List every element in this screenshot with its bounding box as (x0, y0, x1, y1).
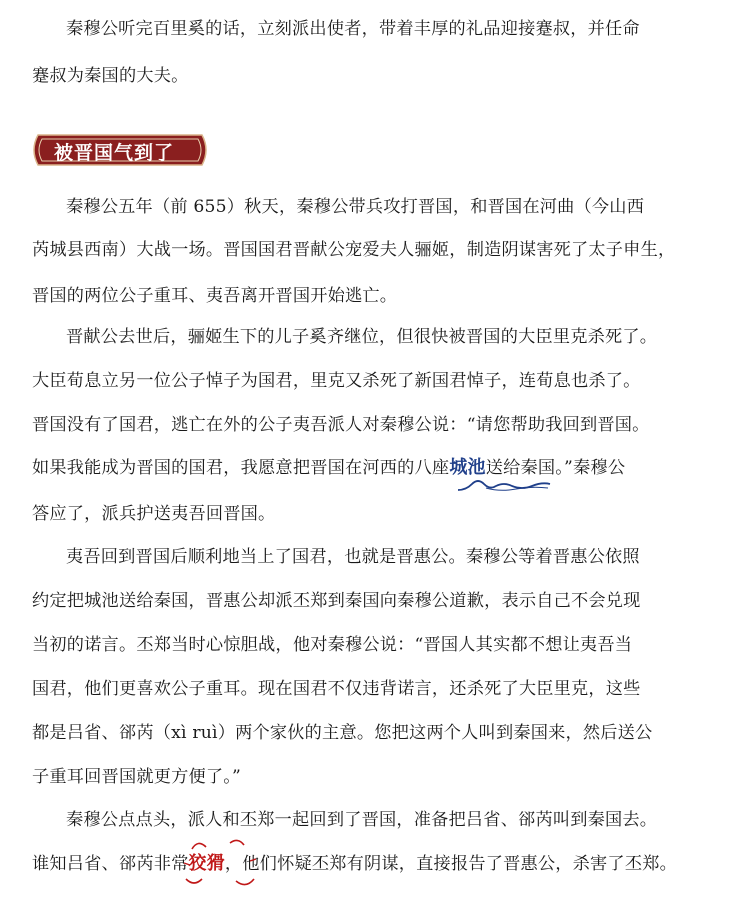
highlight-word-chengchi: 城池 (449, 457, 486, 478)
p1-line-3: 晋国的两位公子重耳、夷吾离开晋国开始逃亡。 (32, 286, 398, 306)
section-heading: 被晋国气到了 (54, 142, 175, 164)
p3-line-4: 国君，他们更喜欢公子重耳。现在国君不仅违背诺言，还杀死了大臣里克，这些 (32, 679, 641, 699)
intro-line-1: 秦穆公听完百里奚的话，立刻派出使者，带着丰厚的礼品迎接蹇叔，并任命 (66, 19, 640, 39)
p2-line-1: 晋献公去世后，骊姬生下的儿子奚齐继位，但很快被晋国的大臣里克杀死了。 (66, 327, 658, 347)
p2-line-3: 晋国没有了国君，逃亡在外的公子夷吾派人对秦穆公说：“请您帮助我回到晋国。 (32, 415, 650, 435)
p2-line-4 (32, 456, 722, 480)
section-heading-banner (28, 129, 212, 171)
p1-line-1: 秦穆公五年（前 655）秋天，秦穆公带兵攻打晋国，和晋国在河曲（今山西 (66, 197, 645, 217)
p3-line-3: 当初的诺言。丕郑当时心惊胆战，他对秦穆公说：“晋国人其实都不想让夷吾当 (32, 635, 633, 655)
p3-line-6: 子重耳回晋国就更方便了。” (32, 767, 242, 787)
highlight-word-jiaohua: 狡猾 (188, 853, 225, 874)
p4-line-2 (32, 852, 722, 876)
p2-line-2: 大臣荀息立另一位公子悼子为国君，里克又杀死了新国君悼子，连荀息也杀了。 (32, 371, 641, 391)
p1-line-2: 芮城县西南）大战一场。晋国国君晋献公宠爱夫人骊姬，制造阴谋害死了太子申生， (32, 240, 676, 260)
p4-line-2-end: ，他们怀疑丕郑有阴谋，直接报告了晋惠公，杀害了丕郑。 (224, 854, 677, 874)
p4-line-1: 秦穆公点点头，派人和丕郑一起回到了晋国，准备把吕省、郤芮叫到秦国去。 (66, 810, 658, 830)
p2-line-4-end: 送给秦国。”秦穆公 (485, 458, 626, 478)
p3-line-2: 约定把城池送给秦国，晋惠公却派丕郑到秦国向秦穆公道歉，表示自己不会兑现 (32, 591, 641, 611)
p2-line-4-start: 如果我能成为晋国的国君，我愿意把晋国在河西的八座 (32, 458, 450, 478)
wavy-underline-decoration (456, 478, 552, 494)
p3-line-1: 夷吾回到晋国后顺利地当上了国君，也就是晋惠公。秦穆公等着晋惠公依照 (66, 547, 640, 567)
p3-line-5: 都是吕省、郤芮（xì ruì）两个家伙的主意。您把这两个人叫到秦国来，然后送公 (32, 723, 653, 743)
p4-line-2-start: 谁知吕省、郤芮非常 (32, 854, 189, 874)
p2-line-5: 答应了，派兵护送夷吾回晋国。 (32, 504, 276, 524)
intro-line-2: 蹇叔为秦国的大夫。 (32, 66, 189, 86)
